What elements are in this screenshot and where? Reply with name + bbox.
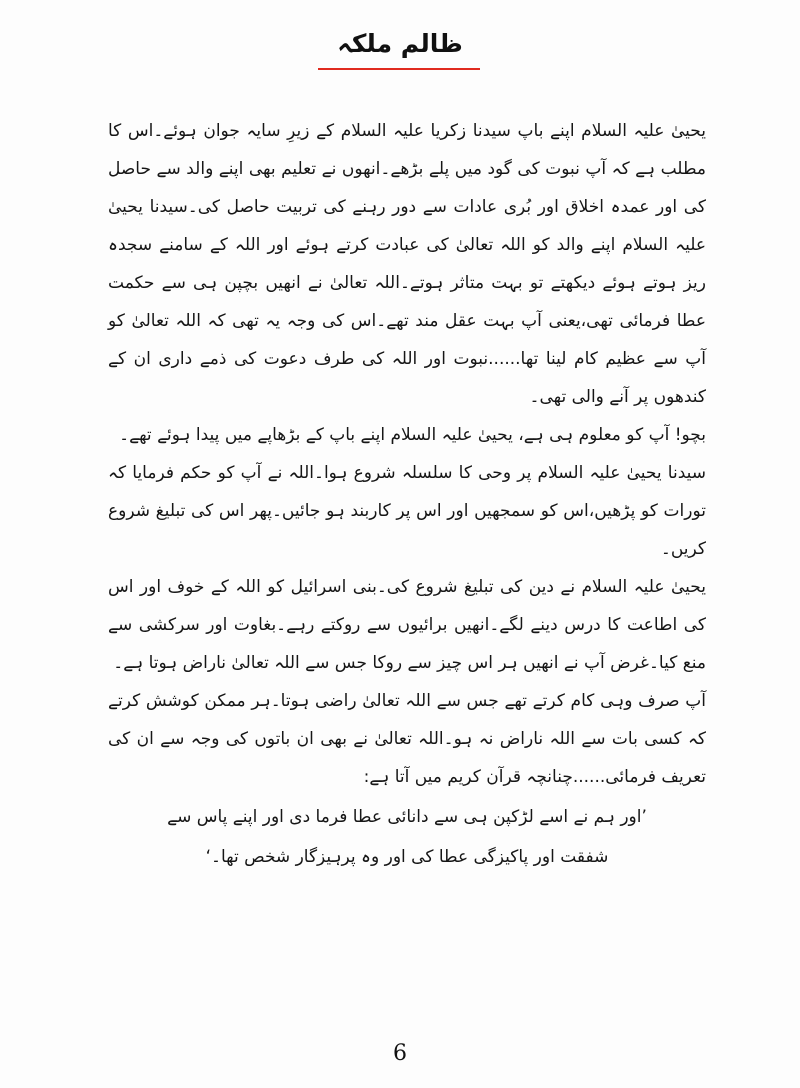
page-number: 6: [393, 1041, 407, 1066]
title-underline: [318, 68, 480, 70]
paragraph: سیدنا یحییٰ علیہ السلام پر وحی کا سلسلہ شروع ہوا۔اللہ نے آپ کو حکم فرمایا کہ تورات کو پڑھیں،اس کو سمجھیں اور اس پر کاربند ہو جائیں۔پھر اس کی تبلیغ شروع کریں۔: [108, 463, 706, 559]
paragraph: آپ صرف وہی کام کرتے تھے جس سے اللہ تعالیٰ راضی ہوتا۔ہر ممکن کوشش کرتے کہ کسی بات سے اللہ ناراض نہ ہو۔اللہ تعالیٰ نے بھی ان باتوں کی وجہ سے ان کی تعریف فرمائی......چنانچہ قرآن کریم میں آتا ہے:: [108, 691, 706, 787]
paragraph: یحییٰ علیہ السلام اپنے باپ سیدنا زکریا علیہ السلام کے زیرِ سایہ جوان ہوئے۔اس کا مطلب ہے کہ آپ نبوت کی گود میں پلے بڑھے۔انھوں نے تعلیم بھی اپنے والد سے حاصل کی اور عمدہ اخلاق اور بُری عادات سے دور رہنے کی تربیت حاصل کی۔سیدنا یحییٰ علیہ السلام اپنے والد کو اللہ تعالیٰ کی عبادت کرتے ہوئے اور اللہ کے سامنے سجدہ ریز ہوتے ہوئے دیکھتے تو بہت متاثر ہوتے۔اللہ تعالیٰ نے انھیں بچپن ہی سے حکمت عطا فرمائی تھی،یعنی آپ بہت عقل مند تھے۔اس کی وجہ یہ تھی کہ اللہ تعالیٰ کو آپ سے عظیم کام لینا تھا......نبوت اور اللہ کی طرف دعوت کی ذمے داری ان کے کندھوں پر آنے والی تھی۔: [108, 121, 706, 407]
paragraph: یحییٰ علیہ السلام نے دین کی تبلیغ شروع کی۔بنی اسرائیل کو اللہ کے خوف اور اس کی اطاعت کا درس دینے لگے۔انھیں برائیوں سے روکتے رہے۔بغاوت اور سرکشی سے منع کیا۔غرض آپ نے انھیں ہر اس چیز سے روکا جس سے اللہ تعالیٰ ناراض ہوتا ہے۔: [108, 577, 706, 673]
chapter-title: ظالم ملکہ: [337, 29, 463, 58]
paragraph: بچو! آپ کو معلوم ہی ہے، یحییٰ علیہ السلام اپنے باپ کے بڑھاپے میں پیدا ہوئے تھے۔: [119, 425, 706, 445]
page-body: [108, 112, 706, 876]
page-header: [0, 24, 800, 64]
quote-line: ’اور ہم نے اسے لڑکپن ہی سے دانائی عطا فرما دی اور اپنے پاس سے: [167, 807, 647, 827]
quote-line: شفقت اور پاکیزگی عطا کی اور وہ پرہیزگار شخص تھا۔‘: [205, 847, 609, 867]
